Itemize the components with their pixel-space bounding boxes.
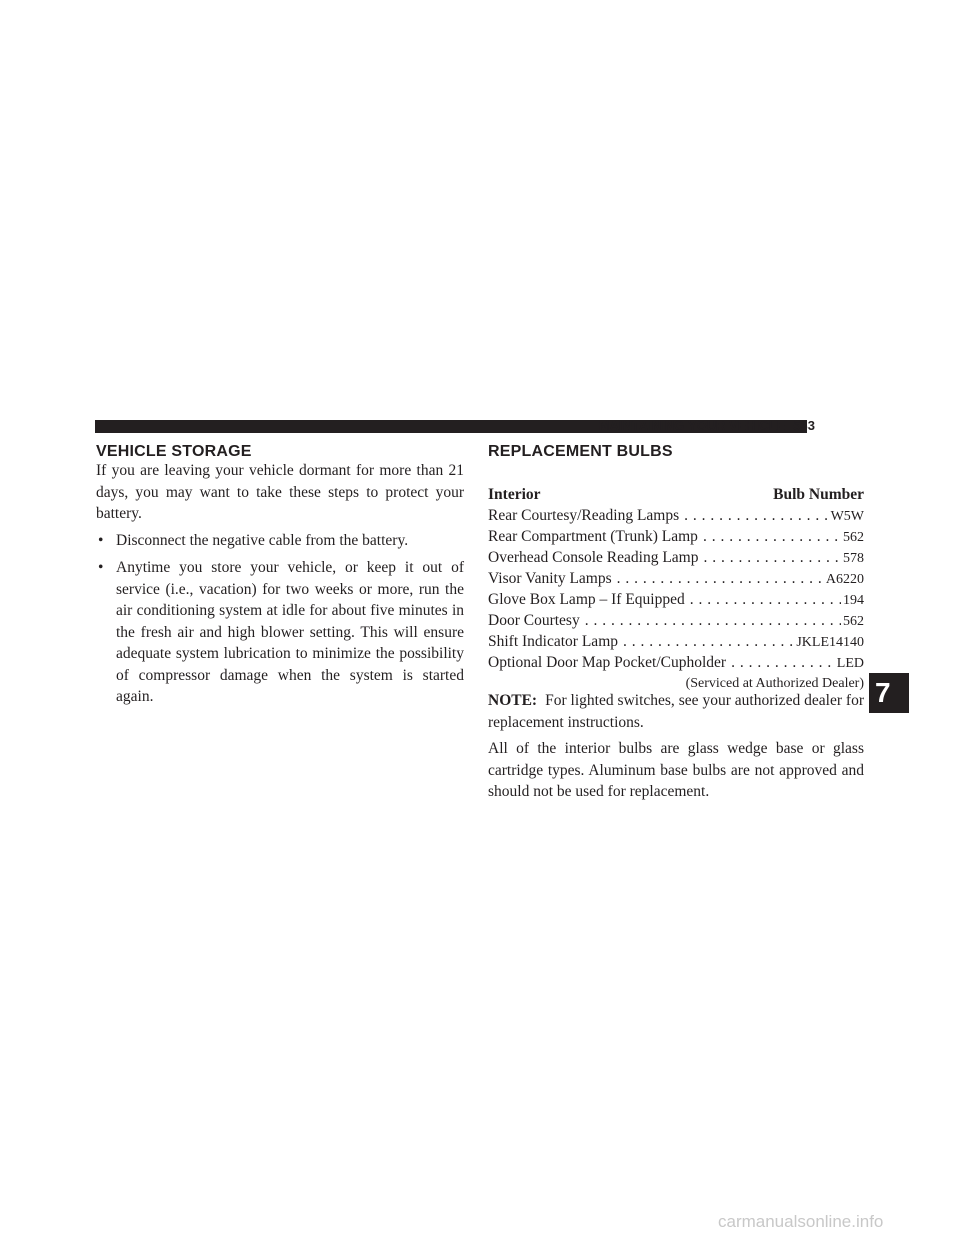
table-row: [488, 505, 864, 526]
bullet-text: Anytime you store your vehicle, or keep it out of service (i.e., vacation) for two weeks or more, run the air conditioning system at idle for about five minutes in the fresh air and high blower setting. This will ensure adequate system lubrication to minimize the possibility of compressor damage when the system is started again.: [116, 559, 464, 705]
vehicle-storage-heading: VEHICLE STORAGE: [96, 443, 252, 460]
table-row: [488, 631, 864, 652]
col-interior: Interior: [488, 486, 541, 503]
vehicle-storage-intro: If you are leaving your vehicle dormant for more than 21 days, you may want to take these steps to protect your battery.: [96, 462, 464, 522]
leader-dots: [685, 589, 841, 610]
table-row: [488, 652, 864, 673]
closing-paragraph: All of the interior bulbs are glass wedge base or glass cartridge types. Aluminum base bulbs are not approved and should not be used for replacement.: [488, 740, 864, 800]
row-value: W5W: [830, 509, 864, 524]
leader-dots: [618, 631, 794, 652]
table-row: [488, 547, 864, 568]
running-header: [599, 418, 815, 433]
bulb-table: [488, 484, 864, 694]
row-label: Glove Box Lamp – If Equipped: [488, 591, 685, 608]
row-label: Door Courtesy: [488, 612, 580, 629]
row-value: 194: [843, 593, 864, 608]
section-tab: 7: [869, 673, 909, 713]
row-label: Rear Compartment (Trunk) Lamp: [488, 528, 698, 545]
row-value: 562: [843, 614, 864, 629]
leader-dots: [698, 547, 841, 568]
leader-dots: [612, 568, 824, 589]
table-row: [488, 610, 864, 631]
table-row: [488, 589, 864, 610]
row-value: JKLE14140: [796, 635, 864, 650]
leader-dots: [580, 610, 841, 631]
bullet-text: Disconnect the negative cable from the battery.: [116, 532, 409, 549]
table-row: [488, 568, 864, 589]
table-row: [488, 526, 864, 547]
row-value: LED: [836, 656, 864, 671]
bulb-table-header: [488, 484, 864, 505]
row-label: Optional Door Map Pocket/Cupholder: [488, 654, 727, 671]
table-footnote: (Serviced at Authorized Dealer): [685, 676, 864, 691]
leader-dots: [698, 526, 841, 547]
leader-dots: [679, 505, 828, 526]
note-paragraph: [488, 690, 864, 733]
bullet-icon: •: [98, 559, 104, 576]
row-value: 578: [843, 551, 864, 566]
note-label: NOTE:: [488, 692, 538, 709]
bullet-icon: •: [98, 532, 104, 549]
bullet-item: [98, 530, 464, 552]
row-value: 562: [843, 530, 864, 545]
chapter-title: MAINTAINING YOUR VEHICLE: [598, 418, 786, 433]
note-text: For lighted switches, see your authorized dealer for replacement instructions.: [488, 692, 864, 731]
watermark: carmanualsonline.info: [718, 1212, 884, 1231]
leader-dots: [726, 652, 835, 673]
row-label: Overhead Console Reading Lamp: [488, 549, 699, 566]
row-label: Visor Vanity Lamps: [488, 570, 612, 587]
page-number: 533: [793, 418, 815, 433]
row-label: Rear Courtesy/Reading Lamps: [488, 507, 680, 524]
row-label: Shift Indicator Lamp: [488, 633, 618, 650]
col-bulb-number: Bulb Number: [773, 486, 864, 503]
row-value: A6220: [825, 572, 864, 587]
bullet-item: [98, 557, 464, 705]
replacement-bulbs-heading: REPLACEMENT BULBS: [488, 443, 673, 460]
